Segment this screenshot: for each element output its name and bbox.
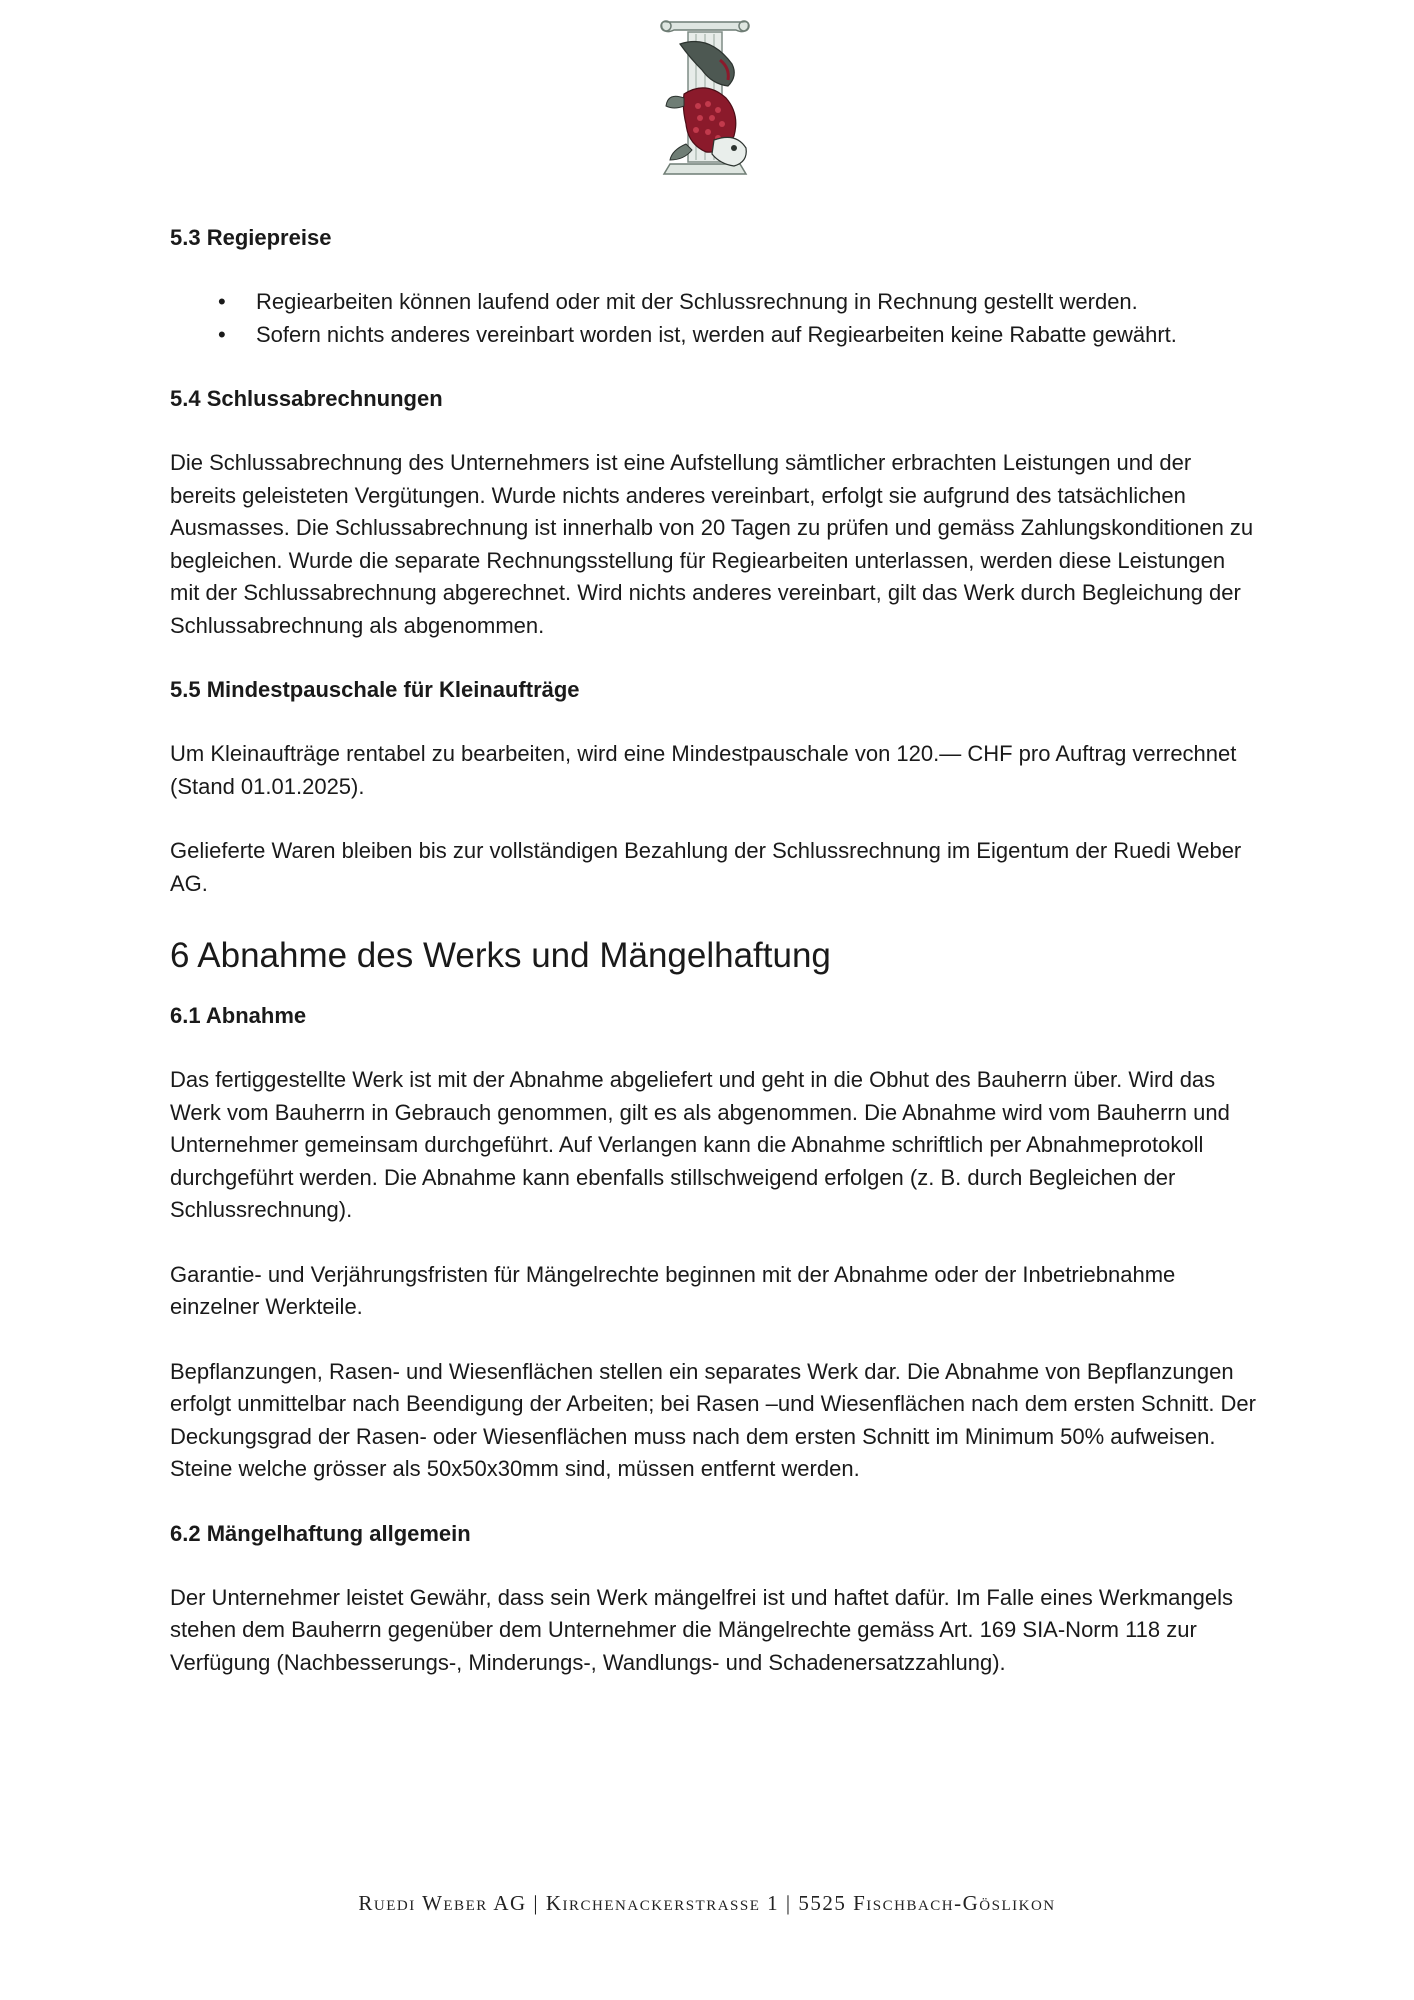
bullet-list-regiepreise [170, 286, 1260, 351]
company-logo [650, 14, 760, 184]
paragraph-mindestpauschale: Um Kleinaufträge rentabel zu bearbeiten, wird eine Mindestpauschale von 120.— CHF pro Auftrag verrechnet (Stand 01.01.2025). [170, 741, 1237, 799]
paragraph-maengelhaftung: Der Unternehmer leistet Gewähr, dass sein Werk mängelfrei ist und haftet dafür. Im Falle eines Werkmangels stehen dem Bauherrn gegenüber dem Unternehmer die Mängelrechte gemäss Art. 169 SIA-Norm 118 zur Verfügung (Nachbesserungs-, Minderungs-, Wandlungs- und Schadenersatzzahlung). [170, 1584, 1233, 1675]
paragraph-eigentumsvorbehalt: Gelieferte Waren bleiben bis zur vollständigen Bezahlung der Schlussrechnung im Eigentum der Ruedi Weber AG. [170, 838, 1242, 896]
paragraph-bepflanzungen: Bepflanzungen, Rasen- und Wiesenflächen stellen ein separates Werk dar. Die Abnahme von Bepflanzungen erfolgt unmittelbar nach Beendigung der Arbeiten; bei Rasen –und Wiesenflächen nach dem ersten Schnitt. Der Deckungsgrad der Rasen- oder Wiesenflächen muss nach dem ersten Schnitt im Minimum 50% aufweisen. Steine welche grösser als 50x50x30mm sind, müssen entfernt werden. [170, 1358, 1256, 1481]
paragraph-abnahme: Das fertiggestellte Werk ist mit der Abnahme abgeliefert und geht in die Obhut des Bauherrn über. Wird das Werk vom Bauherrn in Gebrauch genommen, gilt es als abgenommen. Die Abnahme wird vom Bauherrn und Unternehmer gemeinsam durchgeführt. Auf Verlangen kann die Abnahme schriftlich per Abnahmeprotokoll durchgeführt werden. Die Abnahme kann ebenfalls stillschweigend erfolgen (z. B. durch Begleichen der Schlussrechnung). [170, 1067, 1230, 1222]
column-fish-logo-icon [650, 14, 760, 184]
paragraph-schlussabrechnungen: Die Schlussabrechnung des Unternehmers ist eine Aufstellung sämtlicher erbrachten Leistungen und der bereits geleisteten Vergütungen. Wurde nichts anderes vereinbart, erfolgt sie aufgrund des tatsächlichen Ausmasses. Die Schlussabrechnung ist innerhalb von 20 Tagen zu prüfen und gemäss Zahlungskonditionen zu begleichen. Wurde die separate Rechnungsstellung für Regiearbeiten unterlassen, werden diese Leistungen mit der Schlussabrechnung abgerechnet. Wird nichts anderes vereinbart, gilt das Werk durch Begleichung der Schlussabrechnung als abgenommen. [170, 450, 1254, 638]
list-item: • Regiearbeiten können laufend oder mit der Schlussrechnung in Rechnung gestellt werden. [170, 286, 1260, 319]
section-heading-6-1: 6.1 Abnahme [170, 1003, 307, 1028]
page-footer: Ruedi Weber AG | Kirchenackerstrasse 1 | 5525 Fischbach-Göslikon [358, 1891, 1056, 1915]
document-body [170, 222, 1260, 1679]
section-heading-6-2: 6.2 Mängelhaftung allgemein [170, 1520, 471, 1546]
section-heading-5-4: 5.4 Schlussabrechnungen [170, 386, 443, 411]
section-heading-5-5: 5.5 Mindestpauschale für Kleinaufträge [170, 677, 580, 702]
chapter-heading-6: 6 Abnahme des Werks und Mängelhaftung [170, 936, 831, 975]
list-item: • Sofern nichts anderes vereinbart worden ist, werden auf Regiearbeiten keine Rabatte gewährt. [170, 319, 1260, 352]
section-heading-5-3: 5.3 Regiepreise [170, 225, 332, 250]
paragraph-garantiefristen: Garantie- und Verjährungsfristen für Mängelrechte beginnen mit der Abnahme oder der Inbetriebnahme einzelner Werkteile. [170, 1261, 1176, 1319]
